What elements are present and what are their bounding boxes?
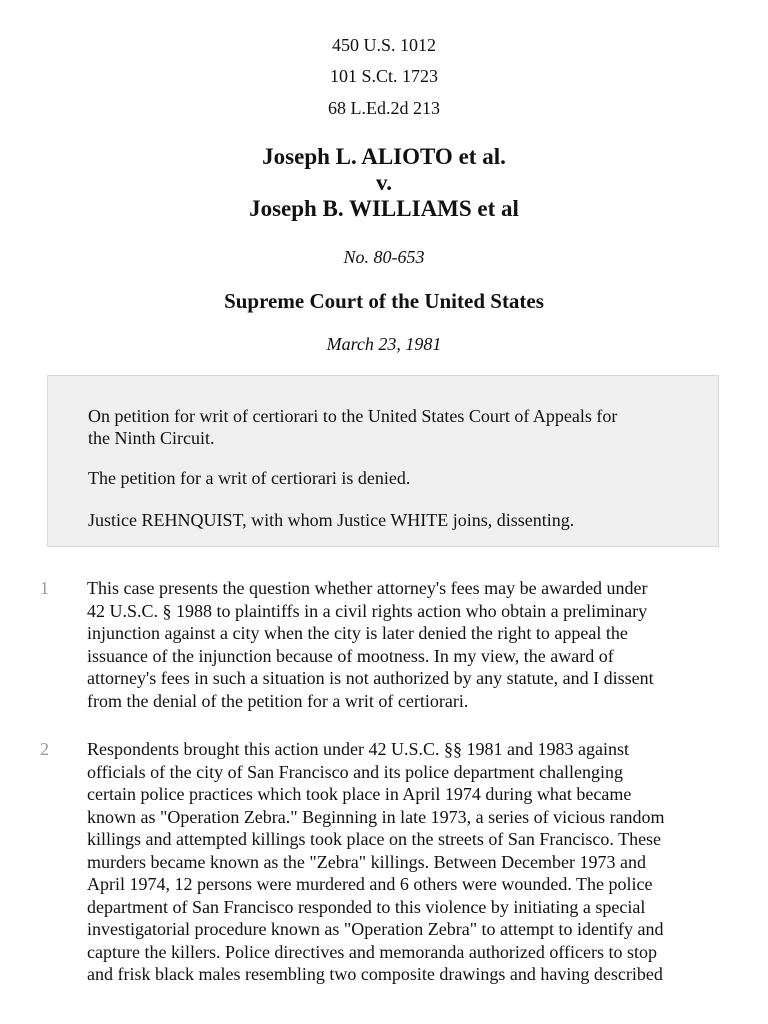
- paragraph-line: Respondents brought this action under 42 U.S.C. §§ 1981 and 1983 against: [87, 739, 629, 759]
- paragraph-line: This case presents the question whether attorney's fees may be awarded under: [87, 578, 648, 598]
- paragraph-number: 1: [40, 578, 49, 598]
- petitioner-name: Joseph L. ALIOTO et al.: [262, 144, 506, 169]
- paragraph-line: certain police practices which took place in April 1974 during what became: [87, 784, 632, 804]
- paragraph-1-text: [87, 577, 737, 712]
- paragraph-line: and frisk black males resembling two composite drawings and having described: [87, 964, 663, 984]
- paragraph-line: issuance of the injunction because of mootness. In my view, the award of: [87, 645, 614, 666]
- summary-box: [47, 375, 719, 547]
- paragraph-line: murders became known as the "Zebra" killings. Between December 1973 and: [87, 851, 647, 872]
- paragraph-line: investigatorial procedure known as "Operation Zebra" to attempt to identify and: [87, 919, 664, 939]
- paragraph-number: 2: [40, 739, 49, 759]
- petition-description: [88, 405, 688, 449]
- decision-date: March 23, 1981: [326, 334, 442, 354]
- paragraph-line: 42 U.S.C. § 1988 to plaintiffs in a civil rights action who obtain a preliminary: [87, 600, 648, 621]
- disposition-text: The petition for a writ of certiorari is denied.: [88, 468, 411, 488]
- paragraph-line: department of San Francisco responded to this violence by initiating a special: [87, 896, 646, 917]
- paragraph-line: known as "Operation Zebra." Beginning in late 1973, a series of vicious random: [87, 806, 665, 827]
- dissent-note: Justice REHNQUIST, with whom Justice WHITE joins, dissenting.: [88, 510, 575, 530]
- citation-us-reports: 450 U.S. 1012: [331, 35, 436, 55]
- paragraph-line: officials of the city of San Francisco and its police department challenging: [87, 761, 624, 782]
- petition-line: the Ninth Circuit.: [88, 428, 215, 448]
- court-name: Supreme Court of the United States: [224, 289, 544, 313]
- paragraph-line: killings and attempted killings took place on the streets of San Francisco. These: [87, 829, 662, 849]
- paragraph-line: from the denial of the petition for a writ of certiorari.: [87, 690, 469, 711]
- citation-lawyers-edition: 68 L.Ed.2d 213: [328, 98, 440, 118]
- docket-number: No. 80-653: [343, 247, 425, 267]
- citation-supreme-court-reporter: 101 S.Ct. 1723: [329, 66, 439, 86]
- paragraph-line: attorney's fees in such a situation is not authorized by any statute, and I dissent: [87, 668, 654, 688]
- petition-line: On petition for writ of certiorari to the United States Court of Appeals for: [88, 406, 618, 426]
- paragraph-line: injunction against a city when the city is later denied the right to appeal the: [87, 623, 628, 643]
- paragraph-2-text: [87, 738, 737, 986]
- paragraph-line: capture the killers. Police directives and memoranda authorized officers to stop: [87, 941, 657, 962]
- respondent-name: Joseph B. WILLIAMS et al: [249, 196, 519, 221]
- paragraph-line: April 1974, 12 persons were murdered and 6 others were wounded. The police: [87, 874, 653, 894]
- versus-label: v.: [376, 170, 392, 195]
